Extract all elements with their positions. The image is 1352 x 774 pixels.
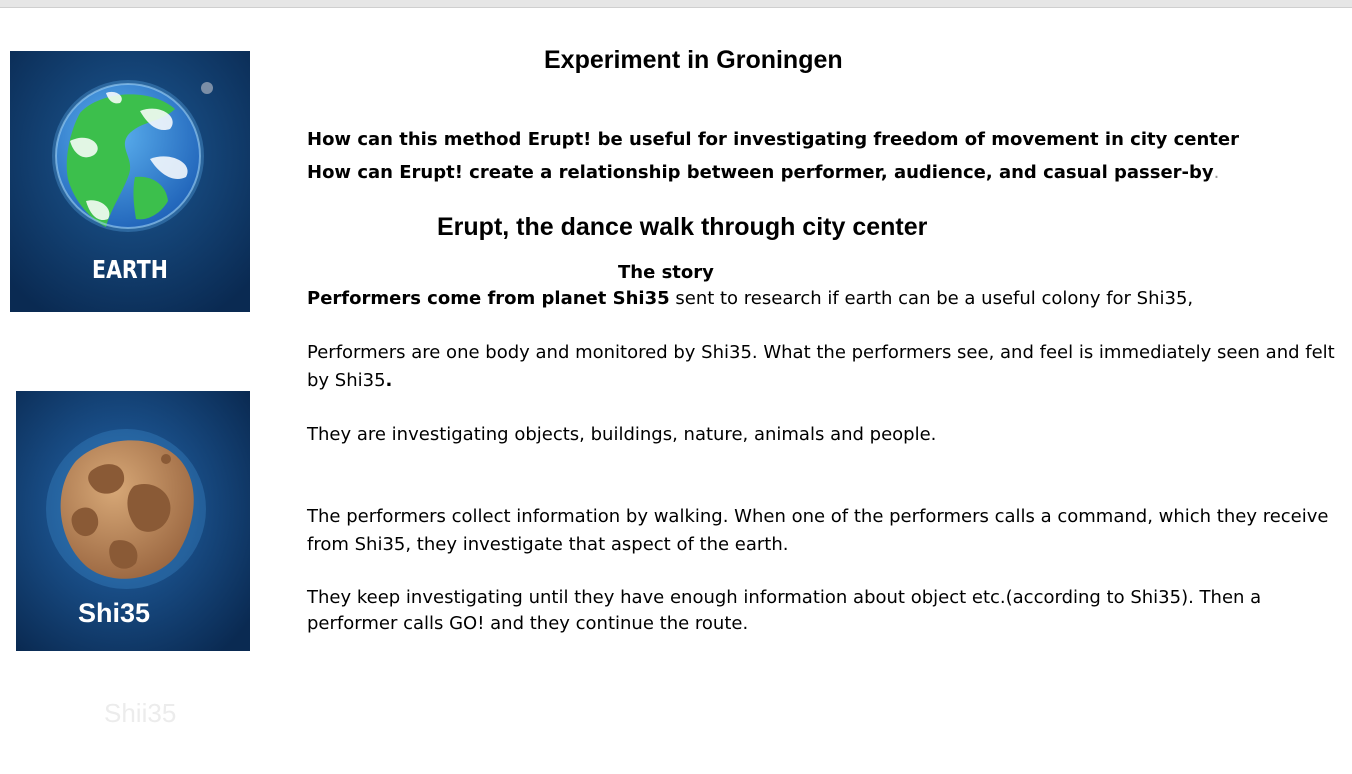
question-2-text: How can Erupt! create a relationship between performer, audience, and casual passer-by [307, 162, 1214, 183]
question-2-end: . [1213, 162, 1220, 183]
story-paragraph-2-text: Performers are one body and monitored by Shi35. What the performers see, and feel is immediately seen and felt by Shi35 [307, 342, 1335, 391]
shi35-label: Shi35 [77, 598, 151, 628]
story-paragraph-2 [307, 339, 1337, 395]
shi35-watermark: Shii35 [104, 698, 177, 728]
story-paragraph-1-rest: sent to research if earth can be a useful colony for Shi35, [669, 288, 1194, 309]
top-border [0, 0, 1352, 8]
story-paragraph-2-end: . [385, 370, 393, 391]
story-paragraph-3: They are investigating objects, buildings, nature, animals and people. [307, 424, 937, 445]
question-2 [307, 159, 1219, 187]
story-heading: The story [618, 262, 714, 283]
story-paragraph-4: The performers collect information by walking. When one of the performers calls a command, which they receive from Shi35, they investigate that aspect of the earth. [307, 506, 1329, 555]
story-paragraph-5: They keep investigating until they have enough information about object etc.(according to Shi35). Then a performer calls GO! and they continue the route. [307, 587, 1262, 634]
section-title: Erupt, the dance walk through city center [437, 213, 928, 241]
earth-label: EARTH [92, 255, 168, 284]
story-paragraph-1 [307, 285, 1193, 313]
question-1: How can this method Erupt! be useful for investigating freedom of movement in city center [307, 129, 1240, 150]
page-title: Experiment in Groningen [544, 46, 843, 74]
story-paragraph-1-bold: Performers come from planet Shi35 [307, 288, 670, 309]
